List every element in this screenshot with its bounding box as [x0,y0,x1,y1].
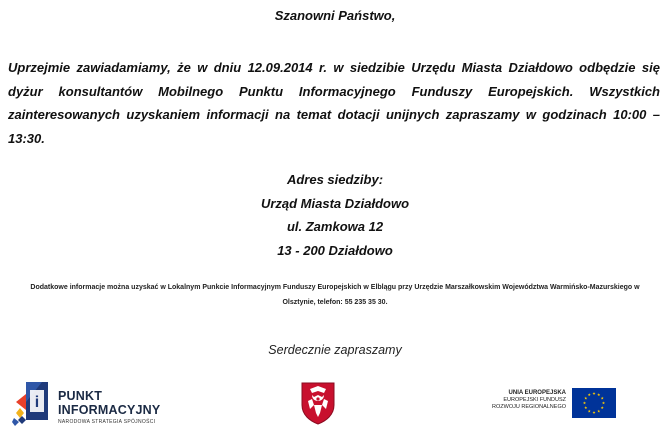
strategia-label: NARODOWA STRATEGIA SPÓJNOŚCI [58,419,156,425]
announcement-body [8,56,660,150]
body-line: zainteresowanych uzyskaniem informacji na temat dotacji unijnych zapraszamy w godzinach [8,107,607,122]
eu-label: UNIA EUROPEJSKA [508,390,566,396]
punkt-label: PUNKT [58,389,103,403]
address-line: Urząd Miasta Działdowo [260,195,410,211]
address-heading: Adres siedziby: [286,172,384,187]
additional-info-line: Olsztynie, telefon: 55 235 35 30. [282,299,388,306]
address-line: ul. Zamkowa 12 [286,219,384,234]
body-line: 10:00 – 13:30. [8,107,660,146]
additional-info-line: Dodatkowe informacje można uzyskać w Lokalnym Punkcie Informacyjnym Funduszy Europejskich w Elblągu przy Urzędzie Marszałkowskim Województwa Warmińsko-Mazurskiego w [30,284,640,291]
punkt-informacyjny-icon [12,380,52,426]
address-line: 13 - 200 Działdowo [277,242,393,258]
coat-of-arms-icon [298,381,338,425]
erdf-label: EUROPEJSKI FUNDUSZ [503,397,566,403]
punkt-informacyjny-logo [12,378,172,428]
erdf-label: ROZWOJU REGIONALNEGO [492,404,566,410]
body-line: Uprzejmie zawiadamiamy, że w dniu 12.09.2014 r. w siedzibie Urzędu Miasta Działdowo odbędzie się [8,60,660,75]
body-line: dyżur konsultantów Mobilnego Punktu Informacyjnego Funduszy Europejskich. Wszystkich [8,83,660,99]
greeting: Szanowni Państwo, [274,8,396,23]
eu-text [492,390,566,411]
informacyjny-label: INFORMACYJNY [58,403,161,417]
closing-text: Serdecznie zapraszamy [268,343,402,357]
eu-flag-icon [572,388,616,418]
additional-info [0,280,670,310]
eu-logo [478,386,620,420]
address-block [0,168,670,262]
svg-text:i: i [34,394,40,411]
